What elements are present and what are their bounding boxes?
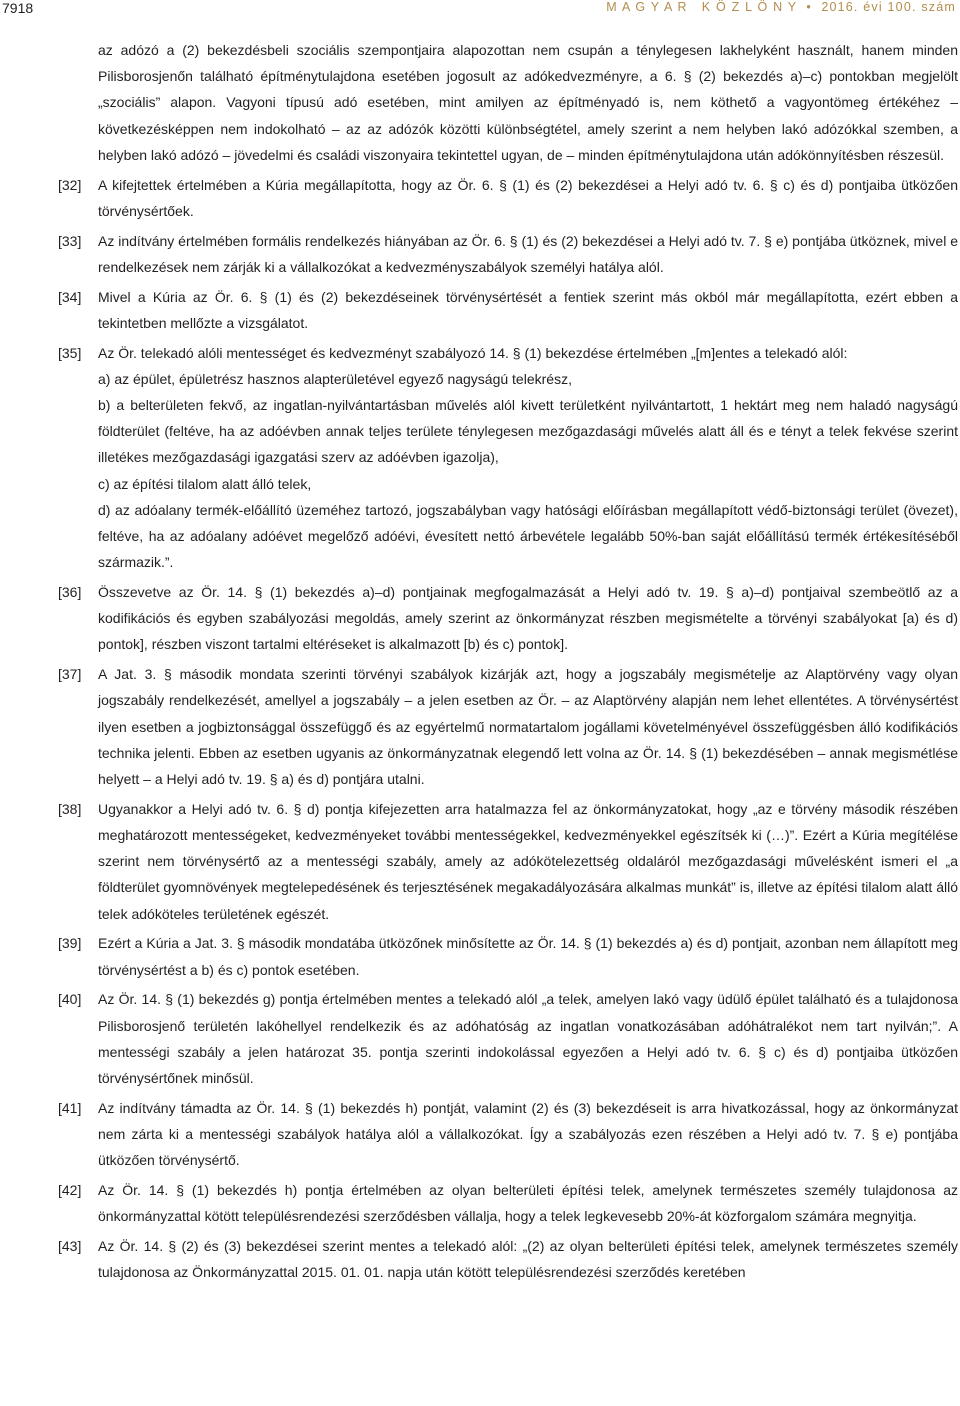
paragraph-number: [36] — [58, 584, 82, 601]
paragraph-text: Összevetve az Ör. 14. § (1) bekezdés a)–d) pontjainak megfogalmazását a Helyi adó tv. 19. § a)–d) pontjaival szembeötlő az a kodifikációs és egyben szabályozási megoldás, amely szerint az önkormányzat részben megismételte a törvényi szabályokat [a) és d) pontok], részben viszont tartalmi eltéréseket is alkalmazott [b) és c) pontok]. — [98, 584, 958, 653]
paragraph — [58, 579, 958, 658]
paragraph-number: [42] — [58, 1182, 82, 1199]
enumerated-item: d) az adóalany termék-előállító üzeméhez tartozó, jogszabályban vagy hatósági előírásban megállapított védő-biztonsági terület (övezet), feltéve, ha az adóalany adóévet megelőző adóévi, évesített nettó árbevétele legalább 50%-ban saját előállítású termék értékesítéséből származik.”. — [98, 501, 958, 571]
paragraph — [58, 172, 958, 224]
paragraph-text: A kifejtettek értelmében a Kúria megállapította, hogy az Ör. 6. § (1) és (2) bekezdései a Helyi adó tv. 6. § c) és d) pontjaiba ütközően törvénysértőek. — [98, 176, 958, 219]
paragraph-text: Mivel a Kúria az Ör. 6. § (1) és (2) bekezdéseinek törvénysértését a fentiek szerint más okból már megállapította, ezért ebben a tekintetben mellőzte a vizsgálatot. — [98, 288, 958, 331]
page-number: 7918 — [2, 0, 34, 16]
paragraph — [58, 1233, 958, 1285]
paragraph — [58, 661, 958, 792]
paragraph — [58, 930, 958, 982]
paragraph-text: A Jat. 3. § második mondata szerinti törvényi szabályok kizárják azt, hogy a jogszabály megismételje az Alaptörvény vagy olyan jogszabály rendelkezését, amellyel a jogszabály – a jelen esetben az Ör. – az Alaptörvény alapján nem lehet ellentétes. A törvénysértést ilyen esetben a jogbiztonsággal összefüggő és az egyértelmű normatartalom jogállami követelményével összefüggésben álló kodifikációs technika jelenti. Ebben az esetben ugyanis az önkormányzatnak elegendő lett volna az Ör. 14. § (1) bekezdésében – annak megismétlése helyett – a Helyi adó tv. 19. § a) és d) pontjára utalni. — [98, 666, 958, 788]
paragraph — [58, 1177, 958, 1229]
paragraph — [58, 796, 958, 927]
enumerated-item: b) a belterületen fekvő, az ingatlan-nyilvántartásban művelés alól kivett területként nyilvántartott, 1 hektárt meg nem haladó nagyságú földterület (feltéve, ha az adóévben annak teljes területe ténylegesen mezőgazdasági művelés alatt áll és e tényt a telek fekvése szerint illetékes mezőgazdasági igazgatási szerv az adóévben igazolja), — [98, 397, 958, 466]
paragraph-text: az adózó a (2) bekezdésbeli szociális szempontjaira alapozottan nem csupán a ténylegesen lakhelyként használt, hanem minden Pilisborosjenőn található építménytulajdona esetében jogosult az adókedvezményre, a 6. § (2) bekezdés a)–c) pontokban megjelölt „szociális” alapon. Vagyoni típusú adó esetében, mint amilyen az építményadó is, nem köthető a vagyontömeg értékéhez – következésképpen nem indokolható – az az adózók közötti különbségtétel, amely szerint a nem helyben lakó adózókkal szemben, a helyben lakó adózó – jövedelmi és családi viszonyaira tekintettel ugyan, de – minden építménytulajdona után adókönnyítésben részesül. — [98, 42, 958, 163]
paragraph — [58, 284, 958, 336]
paragraph-text: Az Ör. 14. § (1) bekezdés g) pontja értelmében mentes a telekadó alól „a telek, amelyen lakó vagy üdülő épület található és a tulajdonosa Pilisborosjenő területén lakóhellyel rendelkezik és az adóhatóság az ingatlan vonatkozásában adóhátralékot nem tart nyilván;”. A mentességi szabály a jelen határozat 35. pontja szerinti indokolással egyezően a Helyi adó tv. 6. § c) és d) pontjaiba ütközően törvénysértőnek minősül. — [98, 991, 958, 1087]
page-header — [0, 0, 960, 22]
paragraph — [58, 37, 958, 168]
enumerated-item: c) az építési tilalom alatt álló telek, — [98, 475, 312, 492]
paragraph-number: [39] — [58, 935, 82, 952]
paragraph-text: Ezért a Kúria a Jat. 3. § második mondatába ütközőnek minősítette az Ör. 14. § (1) bekezdés a) és d) pontjait, azonban nem állapított meg törvénysértést a b) és c) pontok esetében. — [98, 935, 958, 978]
paragraph — [58, 1095, 958, 1174]
paragraph-number: [37] — [58, 666, 82, 683]
paragraph-text: Az indítvány értelmében formális rendelkezés hiányában az Ör. 6. § (1) és (2) bekezdései a Helyi adó tv. 7. § e) pontjába ütköznek, mivel e rendelkezések nem zárják ki a vállalkozókat a kedvezményszabályok személyi hatálya alól. — [98, 232, 958, 275]
paragraph-text: Az indítvány támadta az Ör. 14. § (1) bekezdés h) pontját, valamint (2) és (3) bekezdéseit is arra hivatkozással, hogy az önkormányzat nem zárta ki a mentességi szabályok hatálya alól a vállalkozókat. Így a szabályozás ezen részében a Helyi adó tv. 7. § e) pontjába ütközően törvénysértő. — [98, 1099, 958, 1169]
paragraph-number: [35] — [58, 344, 82, 361]
paragraph-number: [43] — [58, 1238, 82, 1255]
paragraph-number: [34] — [58, 288, 82, 305]
paragraph-number: [40] — [58, 991, 82, 1008]
document-body — [58, 37, 958, 1289]
paragraph-text: Az Ör. telekadó alóli mentességet és kedvezményt szabályozó 14. § (1) bekezdése értelmében „[m]entes a telekadó alól: — [98, 344, 848, 361]
paragraph-text: Ugyanakkor a Helyi adó tv. 6. § d) pontja kifejezetten arra hatalmazza fel az önkormányzatokat, hogy „az e törvény második részében meghatározott mentességeket, kedvezményeket további mentességekkel, kedvezményekkel egészítsék ki (…)”. Ezért a Kúria megítélése szerint nem törvénysértő az a mentességi szabály, amely az adókötelezettség oldaláról mezőgazdasági művelésként ismeri el „a földterület gyomnövények megtelepedésének és terjesztésének megakadályozására alkalmas munkát” is, illetve az építési tilalom alatt álló telek adóköteles területének egészét. — [98, 800, 958, 922]
running-title: M A G Y A R K Ö Z L Ö N Y • 2016. évi 100. szám — [606, 0, 956, 14]
paragraph — [58, 228, 958, 280]
paragraph-number: [41] — [58, 1099, 82, 1116]
paragraph-text: Az Ör. 14. § (2) és (3) bekezdései szerint mentes a telekadó alól: „(2) az olyan belterületi építési telek, amelynek természetes személy tulajdonosa az Önkormányzattal 2015. 01. 01. napja után kötött településrendezési szerződés keretében — [98, 1238, 958, 1281]
enumerated-item: a) az épület, épületrész hasznos alapterületével egyező nagyságú telekrész, — [98, 370, 572, 387]
paragraph — [58, 340, 958, 576]
paragraph-text: Az Ör. 14. § (1) bekezdés h) pontja értelmében az olyan belterületi építési telek, amelynek természetes személy tulajdonosa az önkormányzattal kötött településrendezési szerződésben vállalja, hogy a telek legkevesebb 20%-át közforgalom számára megnyitja. — [98, 1182, 958, 1225]
paragraph-number: [32] — [58, 176, 82, 193]
paragraph-number: [38] — [58, 800, 82, 817]
paragraph — [58, 986, 958, 1091]
paragraph-number: [33] — [58, 232, 82, 249]
